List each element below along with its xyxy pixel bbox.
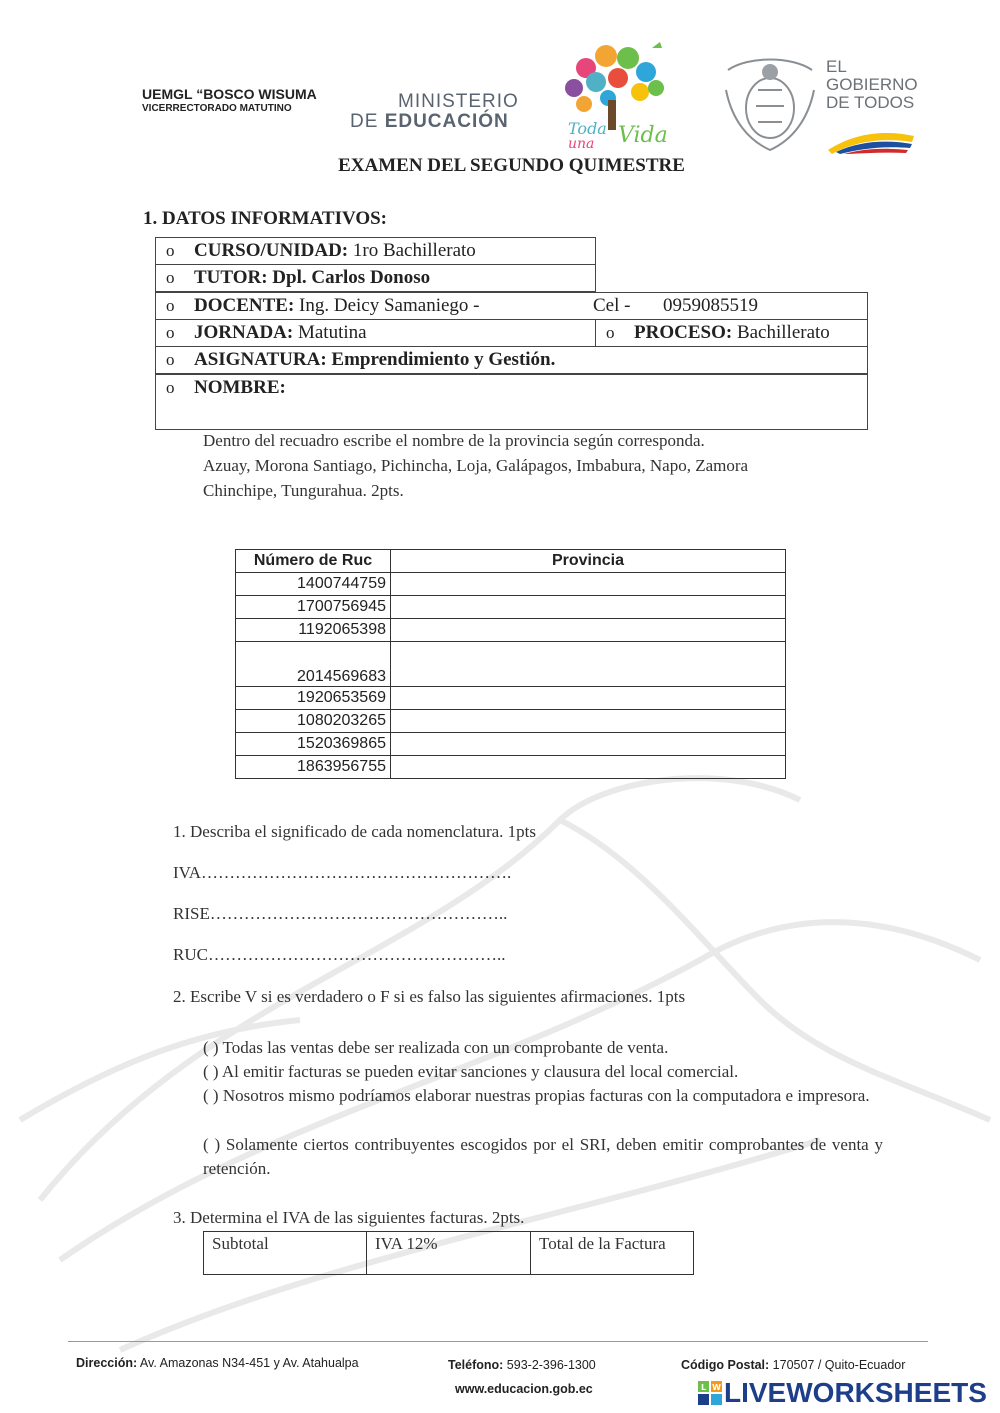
curso-value: 1ro Bachillerato [348, 240, 476, 261]
iva-table [203, 1231, 694, 1275]
asignatura-label: ASIGNATURA: Emprendimiento y Gestión. [194, 349, 556, 370]
instructions-line1: Dentro del recuadro escribe el nombre de la provincia según corresponda. [203, 431, 705, 450]
table-row [236, 756, 786, 779]
table-header-row [236, 550, 786, 573]
vf-item[interactable]: ( ) Solamente ciertos contribuyentes escogidos por el SRI, deben emitir comprobantes de venta y retención. [203, 1135, 883, 1178]
info-row-nombre[interactable] [155, 374, 868, 430]
logo-toda: Toda [568, 119, 607, 138]
telefono-value: 593-2-396-1300 [503, 1358, 596, 1372]
school-name-line2: VICERRECTORADO MATUTINO [142, 102, 292, 114]
footer-address [76, 1356, 359, 1370]
vf-item[interactable]: ( ) Todas las ventas debe ser realizada con un comprobante de venta. [203, 1038, 669, 1057]
bullet-icon: o [166, 268, 175, 287]
table-row [236, 619, 786, 642]
provincia-answer-cell[interactable] [391, 596, 786, 619]
answer-line-ruc[interactable]: RUC…………………………………………….. [173, 945, 506, 964]
provincia-answer-cell[interactable] [391, 756, 786, 779]
cel-value: 0959085519 [663, 295, 758, 316]
ruc-number: 1700756945 [236, 596, 391, 619]
ministerio-line2 [350, 112, 519, 132]
answer-line-iva[interactable]: IVA………………………………………………. [173, 863, 512, 882]
tutor-label: TUTOR: Dpl. Carlos Donoso [194, 267, 431, 288]
table-row [236, 642, 786, 687]
coat-of-arms-icon [718, 50, 822, 154]
ruc-number: 1520369865 [236, 733, 391, 756]
postal-value: 170507 / Quito-Ecuador [769, 1358, 906, 1372]
provincia-answer-cell[interactable] [391, 642, 786, 687]
footer-phone [448, 1358, 596, 1372]
direccion-value: Av. Amazonas N34-451 y Av. Atahualpa [137, 1356, 359, 1370]
ministerio-line1: MINISTERIO [398, 91, 519, 112]
column-header-total: Total de la Factura [531, 1232, 694, 1275]
nombre-label: NOMBRE: [194, 377, 286, 398]
curso-label: CURSO/UNIDAD: [194, 240, 349, 261]
toda-una-vida-logo [556, 38, 676, 150]
ruc-table [235, 549, 786, 779]
ruc-number: 1080203265 [236, 710, 391, 733]
table-row [236, 733, 786, 756]
question-2: 2. Escribe V si es verdadero o F si es falso las siguientes afirmaciones. 1pts [173, 987, 686, 1006]
gobierno-de-todos-logo [826, 58, 918, 112]
logo-vida: Vida [618, 123, 668, 148]
provincia-answer-cell[interactable] [391, 710, 786, 733]
column-header-ruc: Número de Ruc [236, 550, 391, 573]
column-header-provincia: Provincia [391, 550, 786, 573]
ruc-number: 1863956755 [236, 756, 391, 779]
ruc-number: 2014569683 [236, 642, 391, 687]
lw-badge-letter-l: L [700, 1383, 707, 1392]
proceso-value: Bachillerato [732, 322, 830, 343]
vf-item[interactable]: ( ) Nosotros mismo podríamos elaborar nuestras propias facturas con la computadora e impresora. [203, 1086, 870, 1105]
jornada-value: Matutina [293, 322, 367, 343]
provincia-answer-cell[interactable] [391, 619, 786, 642]
table-row [236, 687, 786, 710]
answer-line-rise[interactable]: RISE…………………………………………….. [173, 904, 508, 923]
ruc-number: 1920653569 [236, 687, 391, 710]
school-name [142, 86, 317, 115]
table-row [236, 596, 786, 619]
table-row [236, 710, 786, 733]
gobierno-line2: GOBIERNO [826, 74, 918, 94]
provincia-answer-cell[interactable] [391, 733, 786, 756]
question-1: 1. Describa el significado de cada nomenclatura. 1pts [173, 822, 537, 841]
bullet-icon: o [166, 323, 175, 342]
jornada-label: JORNADA: [194, 322, 294, 343]
school-name-line1: UEMGL “BOSCO WISUMA [142, 86, 317, 102]
docente-value: Ing. Deicy Samaniego - [294, 295, 480, 316]
ruc-number: 1400744759 [236, 573, 391, 596]
ministerio-educacion: EDUCACIÓN [384, 110, 509, 132]
footer-divider [68, 1341, 928, 1342]
flag-swoosh-icon [826, 128, 916, 154]
info-row-curso [155, 237, 596, 265]
lw-badge-letter-w: W [712, 1383, 721, 1392]
cel-label: Cel - [593, 295, 631, 316]
bullet-icon: o [166, 241, 175, 260]
instructions-line3: Chinchipe, Tungurahua. 2pts. [203, 481, 404, 500]
footer-postal [681, 1358, 905, 1372]
exam-title: EXAMEN DEL SEGUNDO QUIMESTRE [338, 155, 685, 176]
bullet-icon: o [166, 296, 175, 315]
column-header-iva: IVA 12% [367, 1232, 531, 1275]
ministerio-de: DE [350, 110, 379, 132]
gobierno-line1: EL [826, 57, 847, 76]
direccion-label: Dirección: [76, 1356, 138, 1370]
vf-item[interactable]: ( ) Al emitir facturas se pueden evitar sanciones y clausura del local comercial. [203, 1062, 739, 1081]
footer-website[interactable]: www.educacion.gob.ec [455, 1382, 593, 1396]
instructions-line2: Azuay, Morona Santiago, Pichincha, Loja, Galápagos, Imbabura, Napo, Zamora [203, 456, 749, 475]
proceso-label: PROCESO: [634, 322, 733, 343]
liveworksheets-logo[interactable]: LIVEWORKSHEETS [724, 1377, 987, 1408]
column-header-subtotal: Subtotal [204, 1232, 367, 1275]
section1-heading: 1. DATOS INFORMATIVOS: [143, 208, 388, 229]
bullet-icon: o [606, 323, 615, 342]
info-row-docente [155, 292, 868, 320]
provincia-answer-cell[interactable] [391, 573, 786, 596]
ministerio-logo [350, 92, 519, 132]
instructions [203, 428, 823, 503]
ruc-number: 1192065398 [236, 619, 391, 642]
postal-label: Código Postal: [681, 1358, 770, 1372]
info-row-proceso [595, 319, 868, 347]
info-row-tutor [155, 264, 596, 292]
gobierno-line3: DE TODOS [826, 92, 915, 112]
question-3: 3. Determina el IVA de las siguientes facturas. 2pts. [173, 1208, 525, 1227]
logo-una: una [568, 136, 595, 150]
bullet-icon: o [166, 350, 175, 369]
docente-label: DOCENTE: [194, 295, 295, 316]
table-row [236, 573, 786, 596]
provincia-answer-cell[interactable] [391, 687, 786, 710]
table-row [204, 1232, 694, 1275]
info-row-jornada [155, 319, 596, 347]
telefono-label: Teléfono: [448, 1358, 504, 1372]
info-row-asignatura [155, 346, 868, 374]
liveworksheets-badge-icon [698, 1381, 722, 1405]
bullet-icon: o [166, 378, 175, 397]
